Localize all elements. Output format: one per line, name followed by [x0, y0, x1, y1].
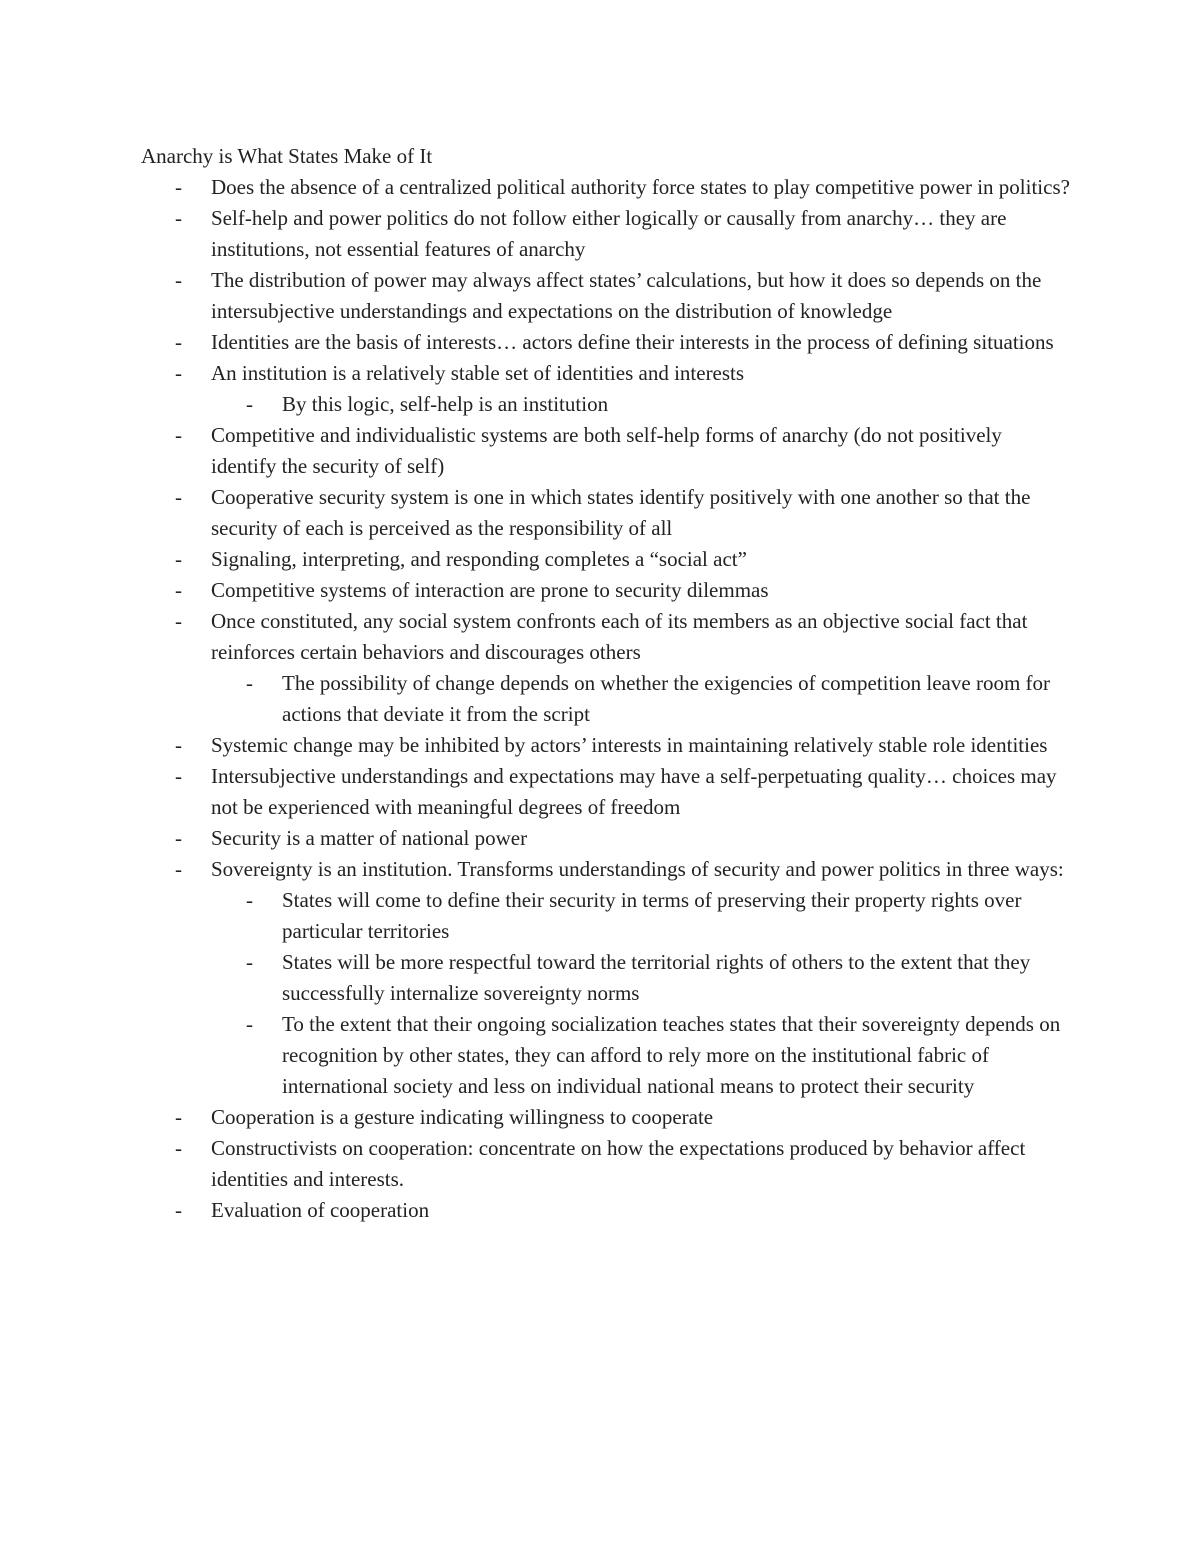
- bullet-item: [0, 823, 1071, 854]
- dash-marker: -: [175, 609, 182, 633]
- bullet-text: Security is a matter of national power: [211, 826, 528, 850]
- bullet-item: [0, 761, 1071, 823]
- bullet-item: [0, 358, 1071, 389]
- dash-marker: -: [175, 764, 182, 788]
- bullet-text: Systemic change may be inhibited by actors’ interests in maintaining relatively stable role identities: [211, 733, 1048, 757]
- bullet-text: Cooperative security system is one in which states identify positively with one another so that the security of each is perceived as the responsibility of all: [211, 485, 1031, 540]
- dash-marker: -: [175, 547, 182, 571]
- dash-marker: -: [175, 206, 182, 230]
- bullet-text: States will come to define their security in terms of preserving their property rights over particular territories: [282, 888, 1022, 943]
- bullet-item: [0, 482, 1071, 544]
- dash-marker: -: [175, 423, 182, 447]
- bullet-item: [0, 1102, 1071, 1133]
- dash-marker: -: [175, 1136, 182, 1160]
- dash-marker: -: [246, 1012, 253, 1036]
- dash-marker: -: [175, 330, 182, 354]
- sub-bullet-item: [0, 668, 1072, 730]
- bullet-text: The distribution of power may always affect states’ calculations, but how it does so depends on the intersubjective understandings and expectations on the distribution of knowledge: [211, 268, 1042, 323]
- sub-bullet-item: [0, 389, 1072, 420]
- bullet-text: Constructivists on cooperation: concentrate on how the expectations produced by behavior affect identities and interests.: [211, 1136, 1026, 1191]
- bullet-text: Identities are the basis of interests… actors define their interests in the process of defining situations: [211, 330, 1054, 354]
- bullet-text: The possibility of change depends on whether the exigencies of competition leave room for actions that deviate it from the script: [282, 671, 1051, 726]
- dash-marker: -: [175, 361, 182, 385]
- bullet-item: [0, 172, 1071, 203]
- bullet-item: [0, 544, 1071, 575]
- bullet-item: [0, 606, 1071, 668]
- dash-marker: -: [175, 1105, 182, 1129]
- dash-marker: -: [246, 392, 253, 416]
- dash-marker: -: [246, 671, 253, 695]
- dash-marker: -: [246, 950, 253, 974]
- bullet-text: An institution is a relatively stable set of identities and interests: [211, 361, 745, 385]
- document-title: Anarchy is What States Make of It: [141, 144, 433, 168]
- bullet-text: Competitive and individualistic systems are both self-help forms of anarchy (do not positively identify the security of self): [211, 423, 1002, 478]
- bullet-item: [0, 265, 1071, 327]
- sub-bullet-item: [0, 947, 1072, 1009]
- bullet-text: Sovereignty is an institution. Transforms understandings of security and power politics in three ways:: [211, 857, 1064, 881]
- bullet-item: [0, 1195, 1071, 1226]
- dash-marker: -: [175, 1198, 182, 1222]
- bullet-item: [0, 203, 1071, 265]
- bullet-text: By this logic, self-help is an institution: [282, 392, 609, 416]
- dash-marker: -: [175, 268, 182, 292]
- dash-marker: -: [175, 733, 182, 757]
- bullet-item: [0, 327, 1071, 358]
- dash-marker: -: [175, 826, 182, 850]
- bullet-item: [0, 854, 1071, 885]
- dash-marker: -: [175, 175, 182, 199]
- bullet-item: [0, 420, 1071, 482]
- bullet-text: Signaling, interpreting, and responding completes a “social act”: [211, 547, 747, 571]
- bullet-item: [0, 575, 1071, 606]
- bullet-text: Evaluation of cooperation: [211, 1198, 430, 1222]
- bullet-text: Competitive systems of interaction are prone to security dilemmas: [211, 578, 769, 602]
- bullet-text: States will be more respectful toward the territorial rights of others to the extent that they successfully internalize sovereignty norms: [282, 950, 1031, 1005]
- bullet-text: Self-help and power politics do not follow either logically or causally from anarchy… they are institutions, not essential features of anarchy: [211, 206, 1007, 261]
- bullet-text: Intersubjective understandings and expectations may have a self-perpetuating quality… choices may not be experienced with meaningful degrees of freedom: [211, 764, 1057, 819]
- dash-marker: -: [175, 485, 182, 509]
- bullet-text: Does the absence of a centralized political authority force states to play competitive power in politics?: [211, 175, 1070, 199]
- sub-bullet-item: [0, 885, 1072, 947]
- bullet-text: To the extent that their ongoing socialization teaches states that their sovereignty depends on recognition by other states, they can afford to rely more on the institutional fabric of international society and less on individual national means to protect their security: [282, 1012, 1061, 1098]
- dash-marker: -: [246, 888, 253, 912]
- bullet-list: [0, 172, 1200, 1226]
- bullet-text: Cooperation is a gesture indicating willingness to cooperate: [211, 1105, 714, 1129]
- dash-marker: -: [175, 578, 182, 602]
- bullet-text: Once constituted, any social system confronts each of its members as an objective social fact that reinforces certain behaviors and discourages others: [211, 609, 1028, 664]
- dash-marker: -: [175, 857, 182, 881]
- bullet-item: [0, 1133, 1071, 1195]
- bullet-item: [0, 730, 1071, 761]
- sub-bullet-item: [0, 1009, 1072, 1102]
